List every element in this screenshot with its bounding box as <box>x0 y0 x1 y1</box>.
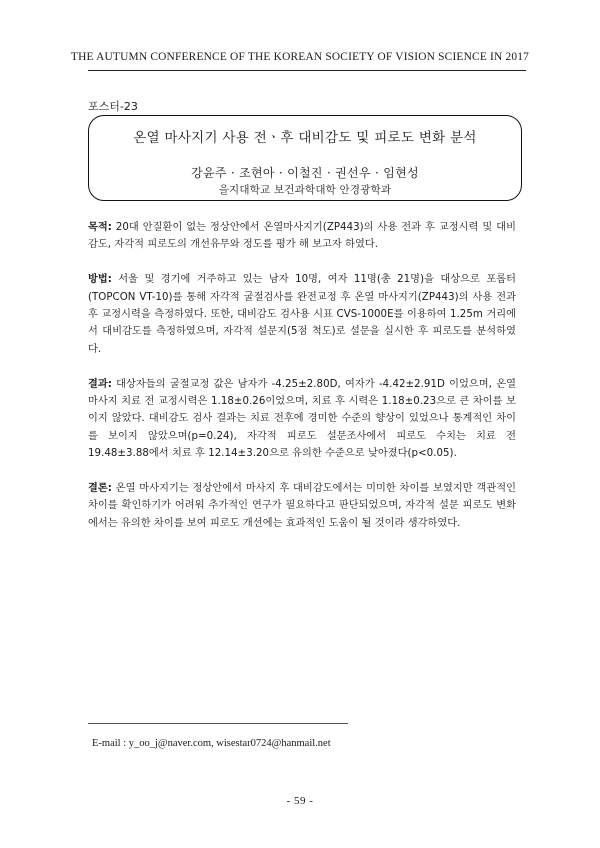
results-label: 결과: <box>88 378 112 390</box>
header-divider <box>88 70 526 71</box>
results-text: 대상자들의 굴절교정 값은 남자가 -4.25±2.80D, 여자가 -4.42±2.91D 이었으며, 온열마사지 치료 전 교정시력은 1.18±0.26이었으며, 치료 후 시력은 1.18±0.23으로 큰 차이를 보이지 않았다. 대비감도 검사 결과는 치료 전후에 경미한 수준의 향상이 있었으나 통계적인 차이를 보이지 않았으며(p=0.24), 자각적 피로도 설문조사에서 피로도 수치는 치료 전 19.48±3.88에서 치료 후 12.14±3.20으로 유의한 수준으로 낮아졌다(p<0.05). <box>88 378 516 460</box>
page-number: - 59 - <box>286 795 314 807</box>
abstract-body <box>88 219 516 550</box>
footnote-divider <box>88 723 348 724</box>
conclusion-label: 결론: <box>88 483 112 495</box>
conference-header: THE AUTUMN CONFERENCE OF THE KOREAN SOCIETY OF VISION SCIENCE IN 2017 <box>70 51 530 63</box>
affiliation: 을지대학교 보건과학대학 안경광학과 <box>218 184 392 196</box>
author-list: 강윤주 · 조현아 · 이철진 · 권선우 · 임현성 <box>191 166 419 180</box>
conclusion-paragraph <box>88 480 516 532</box>
email-footnote: E-mail : y_oo_j@naver.com, wisestar0724@hanmail.net <box>92 738 331 749</box>
methods-label: 방법: <box>88 274 112 286</box>
poster-number: 포스터-23 <box>88 100 138 113</box>
purpose-label: 목적: <box>88 222 112 233</box>
methods-text: 서울 및 경기에 거주하고 있는 남자 10명, 여자 11명(총 21명)을 대상으로 포롭터(TOPCON VT-10)를 통해 자각적 굴절검사를 완전교정 후 온열 마사지기(ZP443)의 사용 전과 후 교정시력을 측정하였다. 또한, 대비감도 검사용 시표 CVS-1000E를 이용하여 1.25m 거리에서 대비감도를 측정하였으며, 자각적 설문지(5점 척도)로 설문을 실시한 후 피로도를 분석하였다. <box>88 274 516 355</box>
results-paragraph <box>88 376 516 463</box>
title-box <box>88 115 522 201</box>
purpose-paragraph <box>88 219 516 254</box>
purpose-text: 20대 안질환이 없는 정상안에서 온열마사지기(ZP443)의 사용 전과 후 교정시력 및 대비감도, 자각적 피로도의 개선유무와 정도를 평가 해 보고자 하였다. <box>88 222 516 251</box>
conclusion-text: 온열 마사지기는 정상안에서 마사지 후 대비감도에서는 미미한 차이를 보였지만 객관적인 차이를 확인하기가 어려워 추가적인 연구가 필요하다고 판단되었으며, 자각적 설문 피로도 변화에서는 유의한 차이를 보여 피로도 개선에는 효과적인 도움이 될 것이라 생각하였다. <box>88 483 516 529</box>
poster-title: 온열 마사지기 사용 전ㆍ후 대비감도 및 피로도 변화 분석 <box>133 130 477 146</box>
methods-paragraph <box>88 271 516 358</box>
